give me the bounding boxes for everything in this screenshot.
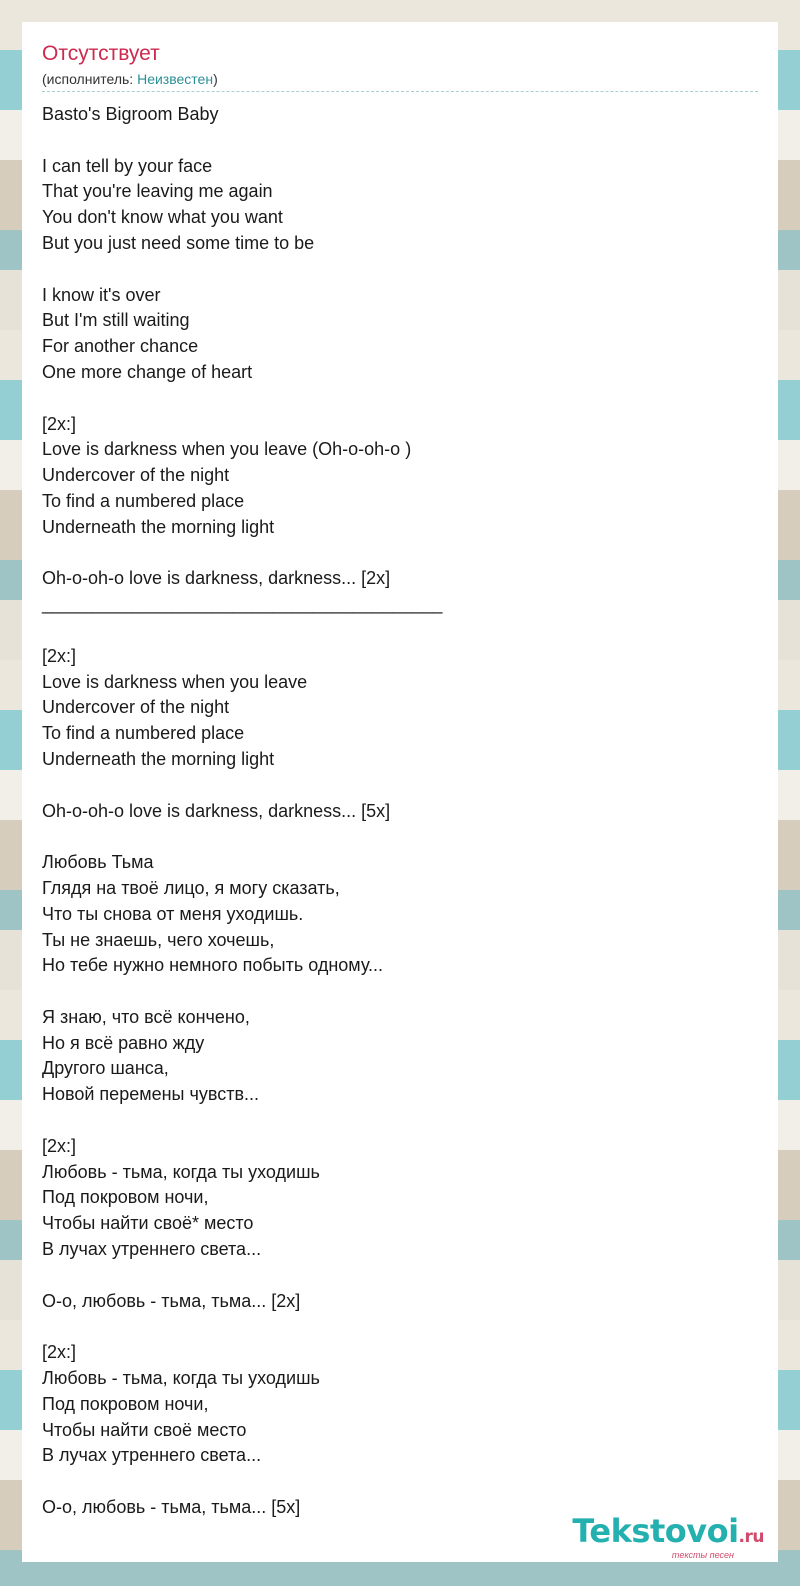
lyric-blank-line — [42, 824, 758, 850]
lyric-blank-line — [42, 618, 758, 644]
lyric-line: Любовь - тьма, когда ты уходишь — [42, 1161, 320, 1182]
lyric-blank-line — [42, 1314, 758, 1340]
lyric-line: Underneath the morning light — [42, 516, 275, 537]
lyric-line: To find a numbered place — [42, 723, 245, 744]
lyric-line: One more change of heart — [42, 361, 253, 382]
lyric-line: Чтобы найти своё* место — [42, 1213, 254, 1234]
lyric-line: Undercover of the night — [42, 465, 230, 486]
logo-tld: .ru — [738, 1527, 764, 1547]
lyric-line: Под покровом ночи, — [42, 1187, 209, 1208]
lyric-line: Но тебе нужно немного побыть одному... — [42, 955, 384, 976]
lyric-line: Но я всё равно жду — [42, 1032, 205, 1053]
lyric-line: Oh-o-oh-o love is darkness, darkness... [5x] — [42, 800, 391, 821]
lyric-blank-line — [42, 1469, 758, 1495]
lyric-blank-line — [42, 773, 758, 799]
lyric-line: Basto's Bigroom Baby — [42, 104, 219, 124]
lyric-line: Ты не знаешь, чего хочешь, — [42, 929, 275, 950]
lyric-line: Love is darkness when you leave — [42, 671, 308, 692]
lyric-line: В лучах утреннего света... — [42, 1445, 262, 1466]
lyric-line: For another chance — [42, 336, 199, 357]
lyric-line: Любовь Тьма — [42, 852, 154, 873]
lyric-blank-line — [42, 541, 758, 567]
lyric-line: ________________________________________ — [42, 594, 443, 615]
lyric-line: Oh-o-oh-o love is darkness, darkness... [2x] — [42, 568, 391, 589]
lyric-line: Чтобы найти своё место — [42, 1419, 247, 1440]
lyric-line: [2x:] — [42, 413, 77, 434]
lyric-line: You don't know what you want — [42, 207, 283, 228]
lyric-line: Underneath the morning light — [42, 748, 275, 769]
lyric-line: But I'm still waiting — [42, 310, 190, 331]
lyric-line: Другого шанса, — [42, 1058, 169, 1079]
lyric-line: But you just need some time to be — [42, 232, 315, 253]
lyric-blank-line — [42, 1108, 758, 1134]
lyric-blank-line — [42, 257, 758, 283]
lyric-line: Любовь - тьма, когда ты уходишь — [42, 1368, 320, 1389]
lyric-line: Глядя на твоё лицо, я могу сказать, — [42, 877, 340, 898]
lyric-line: To find a numbered place — [42, 490, 245, 511]
lyric-line: Undercover of the night — [42, 697, 230, 718]
lyric-line: [2x:] — [42, 1342, 77, 1363]
logo-tagline: тексты песен — [671, 1550, 734, 1560]
lyric-line: О-о, любовь - тьма, тьма... [5x] — [42, 1497, 301, 1518]
lyric-blank-line — [42, 128, 758, 154]
lyric-line: Новой перемены чувств... — [42, 1084, 260, 1105]
lyric-line: Под покровом ночи, — [42, 1393, 209, 1414]
lyrics-card — [22, 22, 778, 1562]
artist-link[interactable]: Неизвестен — [137, 71, 214, 87]
logo-name: Tekstovoi — [572, 1512, 739, 1550]
lyric-line: I can tell by your face — [42, 155, 213, 176]
song-title: Отсутствует — [42, 42, 160, 65]
lyric-line: Что ты снова от меня уходишь. — [42, 903, 304, 924]
site-logo[interactable] — [572, 1514, 764, 1560]
artist-line — [42, 70, 758, 92]
lyric-blank-line — [42, 386, 758, 412]
lyric-blank-line — [42, 979, 758, 1005]
lyric-line: В лучах утреннего света... — [42, 1239, 262, 1260]
lyric-blank-line — [42, 1263, 758, 1289]
lyric-line: I know it's over — [42, 284, 161, 305]
lyrics-body — [42, 102, 758, 1521]
lyric-line: [2x:] — [42, 1135, 77, 1156]
lyric-line: [2x:] — [42, 645, 77, 666]
artist-suffix: ) — [213, 71, 218, 87]
lyric-line: Love is darkness when you leave (Oh-o-oh-o ) — [42, 439, 412, 460]
lyric-line: Я знаю, что всё кончено, — [42, 1006, 250, 1027]
lyric-line: That you're leaving me again — [42, 181, 273, 202]
lyric-line: О-о, любовь - тьма, тьма... [2x] — [42, 1290, 301, 1311]
artist-prefix: (исполнитель: — [42, 71, 138, 87]
